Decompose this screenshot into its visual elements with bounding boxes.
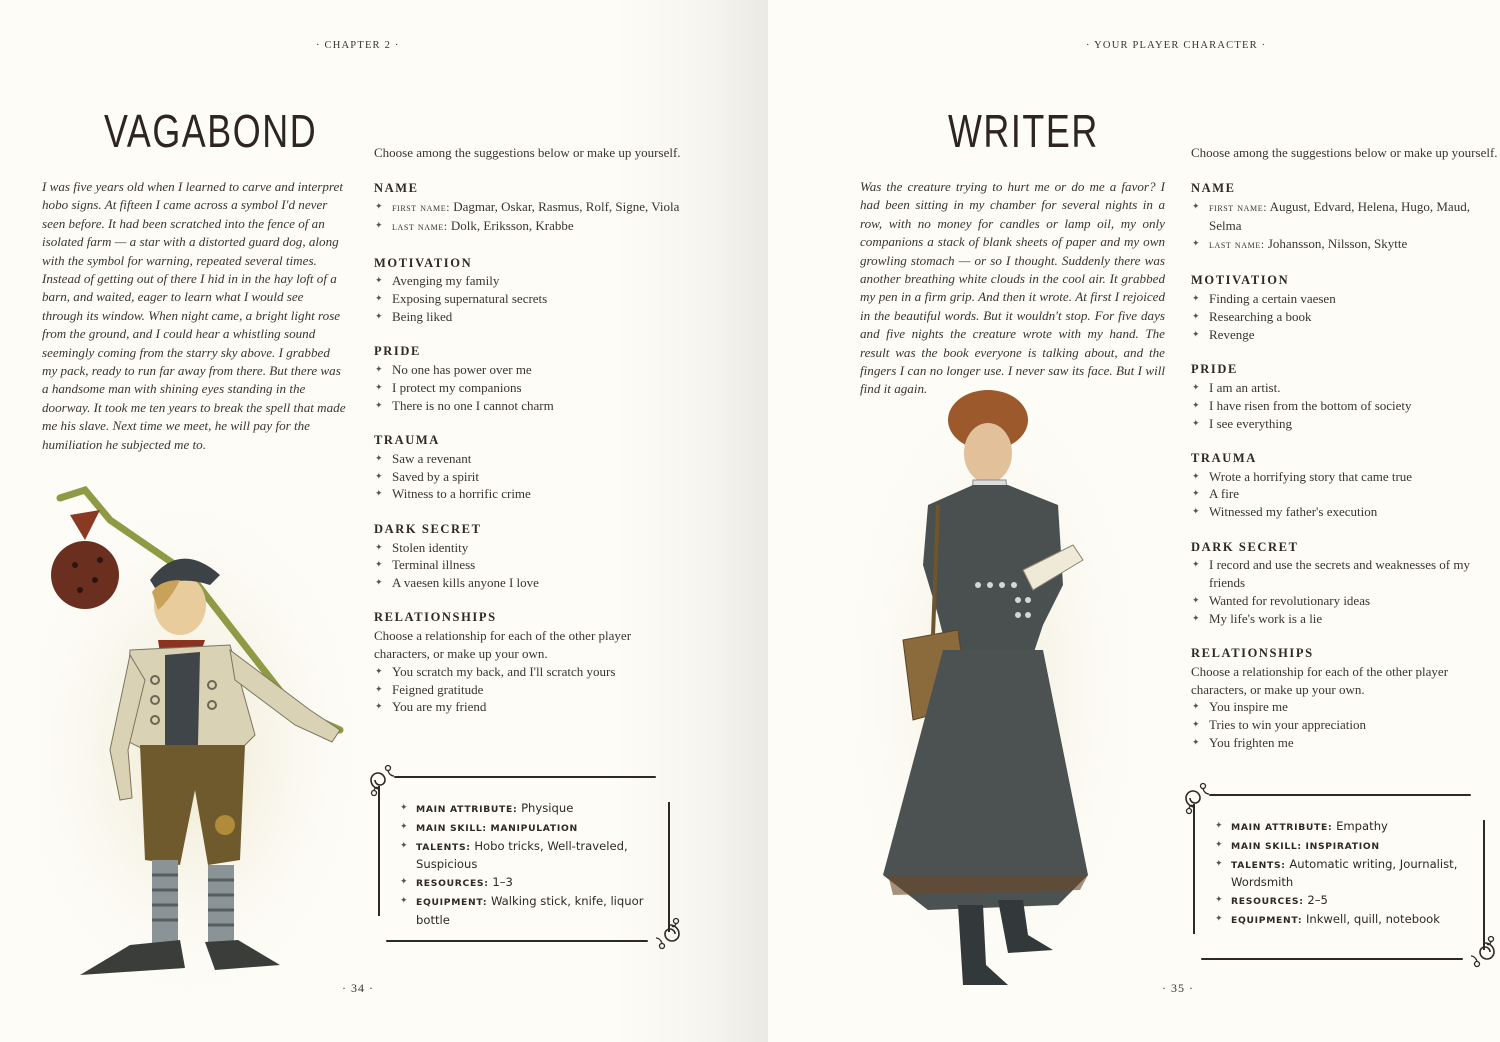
bullet-icon: ✦	[400, 877, 408, 888]
bullet-icon: ✦	[1192, 238, 1200, 249]
stat-talents: ✦ TALENTS: Automatic writing, Journalist, Wordsmith	[1215, 856, 1458, 890]
running-head: · CHAPTER 2 ·	[316, 40, 400, 51]
bullet-icon: ✦	[375, 683, 383, 694]
bullet-icon: ✦	[1215, 839, 1223, 850]
bullet-icon: ✦	[375, 488, 383, 499]
list-item: ✦ I have risen from the bottom of society	[1192, 397, 1412, 413]
page-title: WRITER	[948, 105, 1099, 157]
bullet-icon: ✦	[1192, 470, 1200, 481]
bullet-icon: ✦	[1215, 895, 1223, 906]
field-label: last name:	[1209, 239, 1265, 252]
section-heading: MOTIVATION	[374, 255, 473, 270]
field-value: August, Edvard, Helena, Hugo, Maud, Selma	[1209, 198, 1470, 234]
bullet-icon: ✦	[375, 381, 383, 392]
section-heading: NAME	[1191, 180, 1236, 195]
list-item: ✦ Wanted for revolutionary ideas	[1192, 592, 1371, 608]
relationships-section	[374, 609, 684, 716]
motivation-section	[374, 255, 684, 326]
trauma-section	[1191, 450, 1500, 521]
bullet-icon: ✦	[400, 803, 408, 813]
swirl-ornament-icon	[368, 764, 396, 798]
list-item	[1191, 235, 1500, 255]
section-heading: DARK SECRET	[374, 521, 482, 536]
bullet-icon: ✦	[1192, 594, 1200, 605]
list-item: ✦ I am an artist.	[1192, 379, 1281, 395]
bullet-icon: ✦	[1192, 559, 1200, 570]
swirl-ornament-icon	[1183, 782, 1211, 816]
frame-line	[1209, 794, 1471, 796]
page-number: · 34 ·	[342, 981, 374, 995]
page-title: VAGABOND	[104, 105, 318, 157]
list-item: ✦ Finding a certain vaesen	[1192, 291, 1336, 307]
list-item: ✦ You scratch my back, and I'll scratch yours	[375, 663, 616, 679]
list-item: ✦ Terminal illness	[375, 557, 476, 573]
list-item: ✦ I record and use the secrets and weaknesses of my friends	[1192, 557, 1470, 591]
list-item: ✦ Researching a book	[1192, 309, 1312, 325]
bullet-icon: ✦	[1192, 399, 1200, 410]
vagabond-illustration	[40, 480, 360, 1000]
bullet-icon: ✦	[375, 293, 383, 304]
list-item: ✦ Exposing supernatural secrets	[375, 291, 548, 307]
field-label: first name:	[1209, 201, 1268, 214]
section-heading: TRAUMA	[374, 433, 440, 448]
frame-line	[1201, 958, 1463, 960]
bullet-icon: ✦	[375, 541, 383, 552]
stat-box	[1187, 784, 1487, 960]
list-item: ✦ There is no one I cannot charm	[375, 397, 554, 413]
bullet-icon: ✦	[1192, 506, 1200, 517]
frame-line	[1483, 820, 1485, 950]
frame-line	[378, 786, 380, 916]
stat-list	[400, 800, 660, 930]
frame-line	[386, 940, 648, 942]
bullet-icon: ✦	[1215, 821, 1223, 831]
list-item: ✦ I see everything	[1192, 415, 1293, 431]
running-head: · YOUR PLAYER CHARACTER ·	[1086, 40, 1267, 51]
relationships-section	[1191, 645, 1500, 752]
bullet-icon: ✦	[375, 577, 383, 588]
bullet-icon: ✦	[375, 311, 383, 322]
dark-secret-section	[374, 521, 684, 592]
list-item: ✦ Witness to a horrific crime	[375, 486, 531, 502]
bullet-icon: ✦	[375, 701, 383, 712]
list-item: ✦ You are my friend	[375, 699, 487, 715]
field-value: Dolk, Eriksson, Krabbe	[450, 218, 574, 234]
name-section	[374, 180, 684, 237]
bullet-icon: ✦	[375, 470, 383, 481]
pride-section	[374, 343, 684, 414]
list-item	[1191, 198, 1500, 236]
stat-main-skill: ✦ MAIN SKILL: MANIPULATION	[400, 819, 660, 838]
flavor-text: Was the creature trying to hurt me or do me a favor? I had been sitting in my chamber for several nights in a row, with no money for candles or lamp oil, my only companions a stack of blank sheets of paper and my own growling stomach — or so I thought. Suddenly there was another breathing white clouds in the cool air. It grabbed my pen in a firm grip. And then it wrote. At first I rejoiced in the beautiful words. But it wouldn't stop. For five days and five nights the creature wrote with my hand. The result was the book everyone is talking about, and the fingers I can no longer use. I never saw its face. But I will find it again.	[860, 179, 1165, 397]
right-page	[768, 0, 1500, 1042]
bullet-icon: ✦	[1215, 913, 1223, 924]
bullet-icon: ✦	[1192, 328, 1200, 339]
list-item: ✦ Saved by a spirit	[375, 468, 480, 484]
name-section	[1191, 180, 1500, 255]
page-number: · 35 ·	[1162, 981, 1194, 995]
list-item: ✦ You frighten me	[1192, 735, 1294, 751]
suggestions-intro: Choose among the suggestions below or make up yourself.	[1191, 145, 1498, 160]
bullet-icon: ✦	[375, 559, 383, 570]
bullet-icon: ✦	[400, 895, 408, 906]
dark-secret-section	[1191, 539, 1500, 628]
list-item: ✦ Feigned gratitude	[375, 681, 484, 697]
bullet-icon: ✦	[1192, 311, 1200, 322]
section-heading: RELATIONSHIPS	[374, 610, 497, 625]
bullet-icon: ✦	[400, 840, 408, 851]
trauma-section	[374, 432, 684, 503]
suggestions-column	[1191, 144, 1500, 769]
section-heading: PRIDE	[1191, 362, 1238, 377]
stat-resources: ✦ RESOURCES: 2–5	[1215, 892, 1475, 911]
list-item: ✦ Revenge	[1192, 326, 1255, 342]
section-heading: NAME	[374, 180, 419, 195]
stat-main-attribute: ✦ MAIN ATTRIBUTE: Empathy	[1215, 818, 1475, 837]
list-item: ✦ No one has power over me	[375, 362, 532, 378]
bullet-icon: ✦	[400, 821, 408, 832]
list-item	[374, 198, 684, 218]
list-item: ✦ My life's work is a lie	[1192, 610, 1323, 626]
frame-line	[668, 802, 670, 932]
pride-section	[1191, 361, 1500, 432]
bullet-icon: ✦	[1192, 488, 1200, 499]
list-item: ✦ Tries to win your appreciation	[1192, 717, 1366, 733]
stat-box	[372, 766, 672, 942]
bullet-icon: ✦	[1192, 612, 1200, 623]
section-note: Choose a relationship for each of the other player characters, or make up your own.	[374, 628, 632, 662]
motivation-section	[1191, 272, 1500, 343]
bullet-icon: ✦	[1192, 417, 1200, 428]
stat-resources: ✦ RESOURCES: 1–3	[400, 874, 660, 893]
bullet-icon: ✦	[1192, 719, 1200, 730]
section-heading: MOTIVATION	[1191, 273, 1290, 288]
list-item: ✦ Being liked	[375, 309, 453, 325]
bullet-icon: ✦	[1192, 701, 1200, 712]
frame-line	[394, 776, 656, 778]
list-item: ✦ Saw a revenant	[375, 450, 472, 466]
field-label: last name:	[392, 221, 448, 234]
bullet-icon: ✦	[1192, 200, 1200, 211]
flavor-text: I was five years old when I learned to carve and interpret hobo signs. At fifteen I came across a symbol I'd never seen before. It had been scratched into the fence of an isolated farm — a star with a distorted guard dog, along with the symbol for warning, repeated several times. Instead of getting out of there I hid in in the hay loft of a barn, and waited, eager to learn what I would see through its window. When night came, a bright light rose from the ground, and I could hear a whistling sound seemingly coming from the starry sky above. I grabbed my pack, ready to run far away from there. But there was a handsome man with shining eyes standing in the doorway. It took me ten years to break the spell that made me his slave. Next time we meet, he will pay for the humiliation he subjected me to.	[42, 179, 346, 452]
field-label: first name:	[392, 201, 451, 214]
list-item: ✦ A vaesen kills anyone I love	[375, 575, 539, 591]
bullet-icon: ✦	[1192, 381, 1200, 392]
list-item: ✦ Stolen identity	[375, 539, 469, 555]
stat-main-attribute: ✦ MAIN ATTRIBUTE: Physique	[400, 800, 660, 819]
stat-main-skill: ✦ MAIN SKILL: INSPIRATION	[1215, 837, 1475, 856]
stat-equipment: ✦ EQUIPMENT: Inkwell, quill, notebook	[1215, 911, 1475, 930]
field-value: Dagmar, Oskar, Rasmus, Rolf, Signe, Viola	[453, 198, 680, 214]
list-item: ✦ Avenging my family	[375, 273, 500, 289]
stat-list	[1215, 818, 1475, 930]
bullet-icon: ✦	[1192, 737, 1200, 748]
bullet-icon: ✦	[1192, 293, 1200, 304]
bullet-icon: ✦	[375, 399, 383, 410]
bullet-icon: ✦	[375, 665, 383, 676]
writer-illustration	[858, 385, 1128, 995]
stat-equipment: ✦ EQUIPMENT: Walking stick, knife, liquor bottle	[400, 893, 644, 927]
section-heading: TRAUMA	[1191, 450, 1257, 465]
stat-talents: ✦ TALENTS: Hobo tricks, Well-traveled, Suspicious	[400, 838, 628, 872]
list-item	[374, 217, 684, 237]
list-item: ✦ Wrote a horrifying story that came true	[1192, 468, 1413, 484]
list-item: ✦ You inspire me	[1192, 699, 1288, 715]
section-heading: RELATIONSHIPS	[1191, 646, 1314, 661]
field-value: Johansson, Nilsson, Skytte	[1267, 236, 1408, 252]
swirl-ornament-icon	[1469, 934, 1497, 968]
section-heading: PRIDE	[374, 344, 421, 359]
bullet-icon: ✦	[375, 452, 383, 463]
list-item: ✦ Witnessed my father's execution	[1192, 504, 1378, 520]
suggestions-intro: Choose among the suggestions below or make up yourself.	[374, 145, 681, 160]
bullet-icon: ✦	[375, 220, 383, 231]
list-item: ✦ I protect my companions	[375, 379, 522, 395]
section-heading: DARK SECRET	[1191, 539, 1299, 554]
bullet-icon: ✦	[1215, 858, 1223, 869]
list-item: ✦ A fire	[1192, 486, 1239, 502]
bullet-icon: ✦	[375, 275, 383, 286]
frame-line	[1193, 804, 1195, 934]
suggestions-column	[374, 144, 684, 734]
bullet-icon: ✦	[375, 364, 383, 375]
section-note: Choose a relationship for each of the other player characters, or make up your own.	[1191, 663, 1449, 697]
bullet-icon: ✦	[375, 200, 383, 211]
